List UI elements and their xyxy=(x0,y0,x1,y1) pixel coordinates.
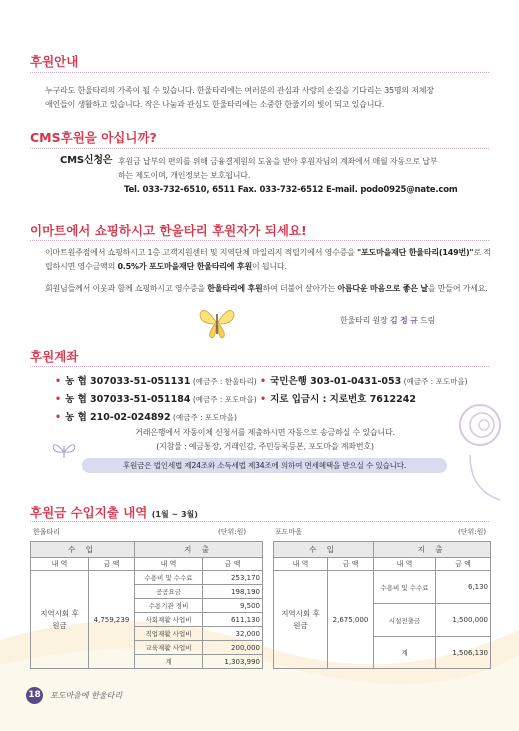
giro-number: • 지로 입금시 : 지로번호 7612242 xyxy=(260,394,416,405)
auto-transfer-note: 거래은행에서 자동이체 신청서를 제출하시면 자동으로 송금하실 수 있습니다. (지참물 : 예금통장, 거래인감, 주민등록등본, 포도마을 계좌번호) xyxy=(135,428,395,451)
accounts-title: 후원계좌 xyxy=(30,349,79,364)
income-amount: 2,675,000 xyxy=(328,571,374,669)
podomaeul-finance-table: 수 입 지 출 내 역 금 액 내 역 금 액 지역시회 후원금 2,675,000 수용비 및 수수료 6,130 시설전출금 1,500,000 계 1,506,130 xyxy=(273,541,491,669)
divider xyxy=(30,240,489,241)
left-table-unit: (단위:원) xyxy=(218,528,247,536)
tax-benefit-notice: 후원금은 법인세법 제24조와 소득세법 제34조에 의하여 면세혜택을 받으실 수 있습니다. xyxy=(82,458,447,473)
table-row: 수용비 및 수수료 xyxy=(374,571,436,604)
table-row: 직업재활 사업비 xyxy=(135,627,203,641)
divider xyxy=(30,72,489,73)
page-number: 18 xyxy=(26,687,43,704)
emart-paragraph-1: 이마트원주점에서 쇼핑하시고 1층 고객지원센터 및 지역단체 마일리지 적립기에서 영수증을 "포도마을재단 한울타리(149번)"로 적립하시면 영수금액의 0.5%가 포도마을재단 한울타리에 후원이 됩니다. xyxy=(45,248,491,271)
emart-title: 이마트에서 쇼핑하시고 한울타리 후원자가 되세요! xyxy=(30,223,307,238)
table-row: 수용기관 경비 xyxy=(135,599,203,613)
right-table-org: 포도마을 xyxy=(275,528,303,536)
cms-label: CMS신청은 xyxy=(60,155,113,166)
cms-description: 후원금 납부의 편의를 위해 금융결제원의 도움을 받아 후원자님의 계좌에서 매월 자동으로 납부 하는 제도이며, 개인정보는 보호됩니다. xyxy=(118,157,438,180)
expense-header: 지 출 xyxy=(374,542,491,558)
account-nh-3: • 농 협 210-02-024892 (예금주 : 포도마을) xyxy=(55,412,237,423)
account-kb: • 국민은행 303-01-0431-053 (예금주 : 포도마을) xyxy=(260,376,468,387)
income-label: 지역시회 후원금 xyxy=(274,571,328,669)
income-header: 수 입 xyxy=(274,542,374,558)
cms-contact: Tel. 033-732-6510, 6511 Fax. 033-732-6512 E-mail. podo0925@nate.com xyxy=(124,185,458,195)
divider xyxy=(30,366,489,367)
emart-paragraph-2: 회원님들께서 이웃과 함께 쇼핑하시고 영수증을 한울타리에 후원하여 더불어 살아가는 아름다운 마음으로 좋은 날을 만들어 가세요. xyxy=(45,284,488,293)
income-amount: 4,759,239 xyxy=(89,571,135,669)
support-guide-title: 후원안내 xyxy=(30,54,79,69)
divider xyxy=(30,148,489,149)
support-guide-text: 누구라도 한울타리의 가족이 될 수 있습니다. 한울타리에는 여러분의 관심과 사랑의 손길을 기다리는 35명의 저체장 애인들이 생활하고 있습니다. 작은 나눔과 관심도 한울타리에는 소중한 한줄기의 빛이 되고 있습니다. xyxy=(45,86,434,109)
butterfly-icon xyxy=(196,300,238,342)
left-table-org: 한울타리 xyxy=(33,528,61,536)
report-title: 후원금 수입지출 내역 (1월 ~ 3월) xyxy=(30,505,198,520)
table-row: 계 xyxy=(135,655,203,669)
divider xyxy=(30,521,489,522)
account-nh-1: • 농 협 307033-51-051131 (예금주 : 한울타리) xyxy=(55,376,257,387)
cms-title: CMS후원을 아십니까? xyxy=(30,130,157,145)
expense-header: 지 출 xyxy=(135,542,263,558)
butterfly-icon xyxy=(52,440,76,462)
hanultari-finance-table: 수 입 지 출 내 역 금 액 내 역 금 액 지역시회 후원금 4,759,239 수용비 및 수수료 253,170 공공요금 198,190 수용기관 경비 9,500 사회재활 사업비 611,130 직업재활 사업비 32,000 교육재활 사업비 200,000 계 1,303,990 xyxy=(30,541,263,669)
table-row: 수용비 및 수수료 xyxy=(135,571,203,585)
footer-logo-text: 포도마을에 한울타리 xyxy=(50,691,123,700)
table-row: 시설전출금 xyxy=(374,604,436,637)
table-row: 사회재활 사업비 xyxy=(135,613,203,627)
right-table-unit: (단위:원) xyxy=(458,528,487,536)
table-row: 계 xyxy=(374,637,436,669)
table-row: 교육재활 사업비 xyxy=(135,641,203,655)
director-signature: 한울타리 원장 김 정 규 드림 xyxy=(340,316,436,325)
account-nh-2: • 농 협 307033-51-051184 (예금주 : 포도마을) xyxy=(55,394,257,405)
income-header: 수 입 xyxy=(31,542,135,558)
table-row: 공공요금 xyxy=(135,585,203,599)
income-label: 지역시회 후원금 xyxy=(31,571,89,669)
